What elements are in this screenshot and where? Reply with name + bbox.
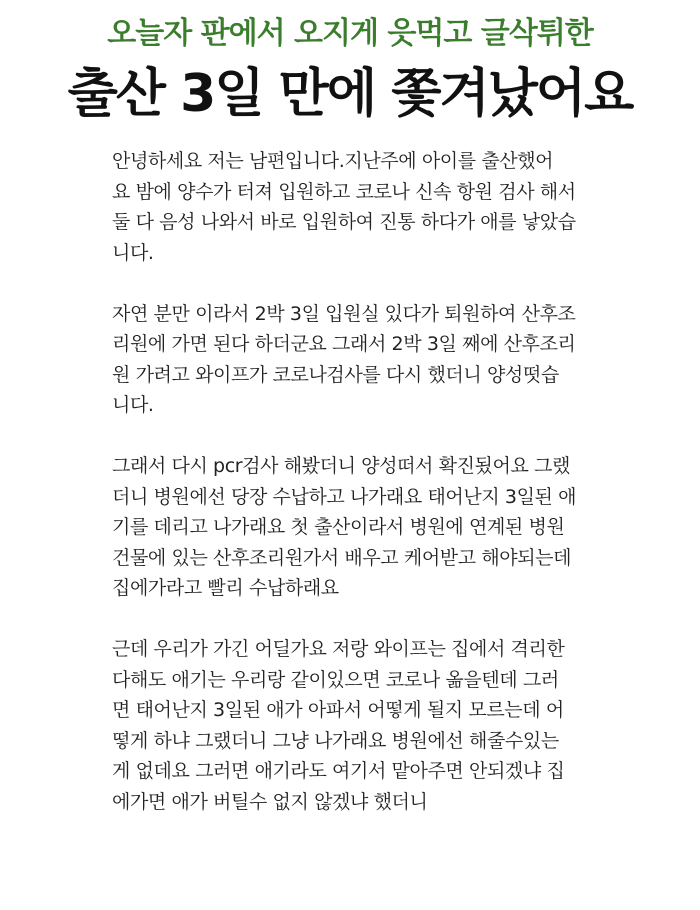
- paragraph-spacer: [112, 268, 592, 299]
- text-line: 니다.: [112, 394, 154, 416]
- text-line: 원 가려고 와이프가 코로나검사를 다시 했더니 양성떳습: [112, 363, 559, 386]
- subtitle: 오늘자 판에서 오지게 읏먹고 글삭튀한: [107, 16, 593, 51]
- article-body: [112, 146, 592, 817]
- headline: 출산 3일 만에 쫓겨났어요: [67, 64, 633, 124]
- text-line: 다해도 애기는 우리랑 같이있으면 코로나 옮을텐데 그러: [112, 668, 559, 691]
- text-line: 니다.: [112, 241, 154, 264]
- paragraph-spacer: [112, 421, 592, 452]
- text-line: 더니 병원에선 당장 수납하고 나가래요 태어난지 3일된 애: [112, 485, 577, 508]
- text-line: 에가면 애가 버틸수 없지 않겠냐 했더니: [112, 790, 428, 813]
- text-line: 기를 데리고 나가래요 첫 출산이라서 병원에 연계된 병원: [112, 516, 565, 538]
- paragraph: [112, 634, 592, 817]
- paragraph-spacer: [112, 604, 592, 635]
- text-line: 면 태어난지 3일된 애가 아파서 어떻게 될지 모르는데 어: [112, 699, 564, 721]
- text-line: 요 밤에 양수가 터져 입원하고 코로나 신속 항원 검사 해서: [112, 180, 576, 203]
- text-line: 그래서 다시 pcr검사 해봤더니 양성떠서 확진됬어요 그랬: [112, 455, 570, 477]
- text-line: 안녕하세요 저는 남편입니다.지난주에 아이를 출산했어: [112, 150, 554, 172]
- text-line: 게 없데요 그러면 애기라도 여기서 맡아주면 안되겠냐 집: [112, 760, 565, 782]
- paragraph: [112, 299, 592, 421]
- text-line: 건물에 있는 산후조리원가서 배우고 케어받고 해야되는데: [112, 546, 572, 569]
- text-line: 떻게 하냐 그랬더니 그냥 나가래요 병원에선 해줄수있는: [112, 729, 559, 752]
- text-line: 근데 우리가 가긴 어딜가요 저랑 와이프는 집에서 격리한: [112, 638, 565, 660]
- paragraph: [112, 146, 592, 268]
- text-line: 둘 다 음성 나와서 바로 입원하여 진통 하다가 애를 낳았습: [112, 211, 576, 233]
- text-line: 집에가라고 빨리 수납하래요: [112, 577, 339, 599]
- text-line: 리원에 가면 된다 하더군요 그래서 2박 3일 째에 산후조리: [112, 333, 576, 355]
- text-line: 자연 분만 이라서 2박 3일 입원실 있다가 퇴원하여 산후조: [112, 302, 576, 325]
- paragraph: [112, 451, 592, 604]
